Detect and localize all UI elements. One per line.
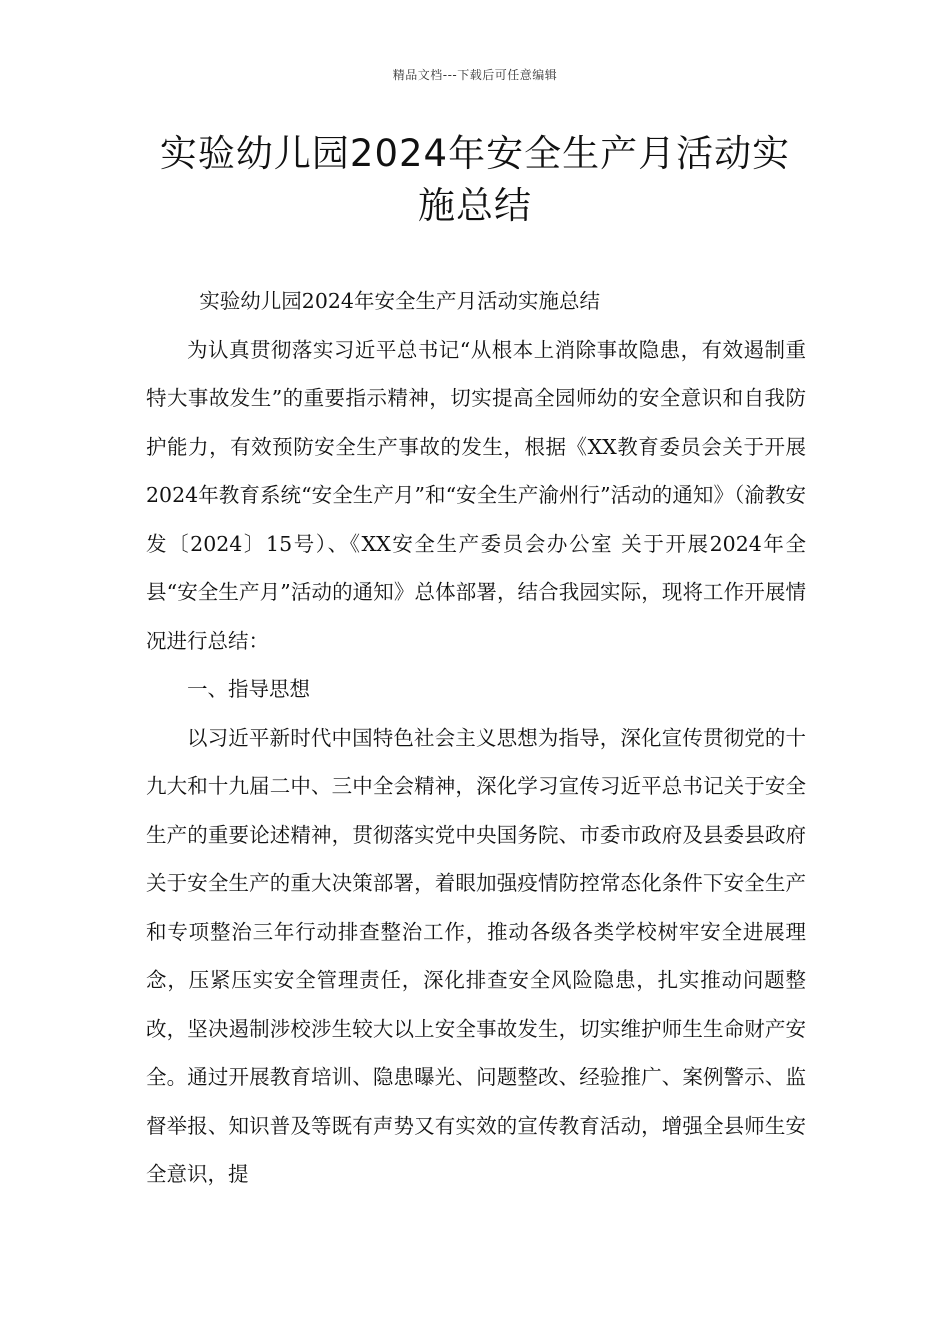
- section-heading-guiding-thought: 一、指导思想: [187, 677, 310, 701]
- section-paragraph-guiding-thought: 以习近平新时代中国特色社会主义思想为指导，深化宣传贯彻党的十九大和十九届二中、三中全会精神，深化学习宣传习近平总书记关于安全生产的重要论述精神，贯彻落实党中央国务院、市委市政府及县委县政府关于安全生产的重大决策部署，着眼加强疫情防控常态化条件下安全生产和专项整治三年行动排查整治工作，推动各级各类学校树牢安全进展理念，压紧压实安全管理责任，深化排查安全风险隐患，扎实推动问题整改，坚决遏制涉校涉生较大以上安全事故发生，切实维护师生生命财产安全。通过开展教育培训、隐患曝光、问题整改、经验推广、案例警示、监督举报、知识普及等既有声势又有实效的宣传教育活动，增强全县师生安全意识，提: [146, 725, 806, 1186]
- header-note: 精品文档---下载后可任意编辑: [392, 68, 558, 82]
- document-body: [146, 277, 806, 1199]
- document-title: 实验幼儿园2024年安全生产月活动实施总结: [159, 132, 791, 227]
- intro-paragraph: 为认真贯彻落实习近平总书记“从根本上消除事故隐患，有效遏制重特大事故发生”的重要指示精神，切实提高全园师幼的安全意识和自我防护能力，有效预防安全生产事故的发生，根据《XX教育委员会关于开展2024年教育系统“安全生产月”和“安全生产渝州行”活动的通知》（渝教安发〔2024〕15号）、《XX安全生产委员会办公室 关于开展2024年全县“安全生产月”活动的通知》总体部署，结合我园实际，现将工作开展情况进行总结：: [146, 337, 806, 653]
- document-subtitle: 实验幼儿园2024年安全生产月活动实施总结: [199, 289, 600, 313]
